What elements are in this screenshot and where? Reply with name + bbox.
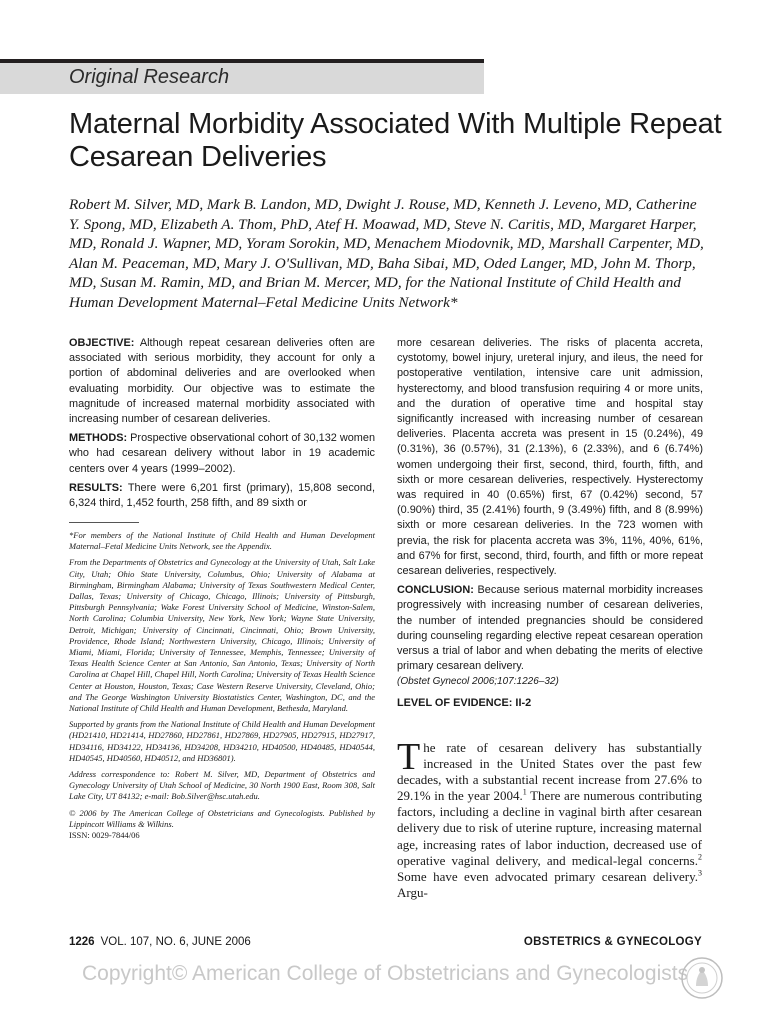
objective-label: OBJECTIVE: xyxy=(69,337,135,349)
footnote-issn: ISSN: 0029-7844/06 xyxy=(69,830,140,841)
footnote-correspondence: Address correspondence to: Robert M. Silver, MD, Department of Obstetrics and Gynecology University of Utah School of Medicine, 30 North 1900 East, Room 308, Salt Lake City, UT 84132; e-mail: Bob.Silver@hsc.utah.edu. xyxy=(69,769,375,802)
methods-label: METHODS: xyxy=(69,432,128,445)
abstract-results xyxy=(69,481,375,511)
level-value: II-2 xyxy=(515,696,532,709)
footnote-copyright: © 2006 by The American College of Obstetricians and Gynecologists. Published by Lippincott Williams & Wilkins. xyxy=(69,807,375,829)
footnote-network: *For members of the National Institute of Child Health and Human Development Maternal–Fetal Medicine Units Network, see the Appendix. xyxy=(69,530,375,552)
level-label: LEVEL OF EVIDENCE: xyxy=(397,696,513,709)
abstract-methods xyxy=(69,431,375,477)
reference-1[interactable]: 1 xyxy=(522,787,527,797)
abstract-left-column xyxy=(69,336,375,515)
conclusion-label: CONCLUSION: xyxy=(397,584,474,597)
body-text-c: Some have even advocated primary cesarean delivery. xyxy=(397,868,698,884)
citation: (Obstet Gynecol 2006;107:1226–32) xyxy=(397,676,559,688)
footer-left xyxy=(69,936,251,948)
body-text-d: Argu- xyxy=(397,884,428,900)
level-of-evidence xyxy=(397,696,703,711)
abstract-conclusion xyxy=(397,583,703,689)
results-continued: more cesarean deliveries. The risks of placenta accreta, cystotomy, bowel injury, ureteral injury, and ileus, the need for postoperative ventilation, intensive care unit admission, hysterectomy, and blood transfusion requiring 4 or more units, and the duration of operative time and hospital stay significantly increased with increasing number of cesarean deliveries. Placenta accreta was present in 15 (0.24%), 49 (0.31%), 36 (0.57%), 31 (2.13%), 6 (2.33%), and 6 (6.74%) women undergoing their first, second, third, fourth, fifth, and sixth or more cesarean deliveries, respectively. Hysterectomy was required in 40 (0.65%) first, 67 (0.42%) second, 57 (0.90%) third, 35 (2.41%) fourth, 9 (3.49%) fifth, and 8 (8.99%) sixth or more cesarean deliveries. In the 723 women with previa, the risk for placenta accreta was 3%, 11%, 40%, 61%, and 67% for first, second, third, fourth, and fifth or more repeat cesarean deliveries, respectively. xyxy=(397,337,703,578)
copyright-watermark: Copyright© American College of Obstetricians and Gynecologists xyxy=(82,962,689,985)
reference-3[interactable]: 3 xyxy=(698,868,702,878)
footnote-affiliations: From the Departments of Obstetrics and Gynecology at the University of Utah, Salt Lake City, Utah; Ohio State University, Columbus, Ohio; University of Alabama at Birmingham, Birmingham Alabama; University of Texas Southwestern Medical Center, Dallas, Texas; University of Chicago, Chicago, Illinois; University of Pittsburgh, Pittsburgh Pennsylvania; Wake Forest University School of Medicine, Winston-Salem, North Carolina; Columbia University, New York, New York; Wayne State University, Detroit, Michigan; University of Cincinnati, Cincinnati, Ohio; Brown University, Providence, Rhode Island; Northwestern University, Chicago, Illinois; University of Miami, Miami, Florida; University of Tennessee, Memphis, Tennessee; University of Texas Health Science Center at San Antonio, San Antonio, Texas; University of North Carolina at Chapel Hill, Chapel Hill, North Carolina; University of Texas Health Science Center at Houston, Houston, Texas; Case Western Reserve University, Cleveland, Ohio; and The George Washington University Biostatistics Center, Washington, DC, and the National Institute of Child Health and Human Development, Bethesda, Maryland. xyxy=(69,557,375,714)
body-paragraph xyxy=(397,736,702,901)
results-label: RESULTS: xyxy=(69,481,123,494)
drop-cap: T xyxy=(397,736,421,778)
section-label: Original Research xyxy=(69,66,230,88)
author-list: Robert M. Silver, MD, Mark B. Landon, MD, Dwight J. Rouse, MD, Kenneth J. Leveno, MD, Catherine Y. Spong, MD, Elizabeth A. Thom, PhD, Atef H. Moawad, MD, Steve N. Caritis, MD, Margaret Harper, MD, Ronald J. Wapner, MD, Yoram Sorokin, MD, Menachem Miodovnik, MD, Marshall Carpenter, MD, Alan M. Peaceman, MD, Mary J. O'Sullivan, MD, Baha Sibai, MD, Oded Langer, MD, John M. Thorp, MD, Susan M. Ramin, MD, and Brian M. Mercer, MD, for the National Institute of Child Health and Human Development Maternal–Fetal Medicine Units Network* xyxy=(69,196,704,311)
issue-info: VOL. 107, NO. 6, JUNE 2006 xyxy=(100,936,251,948)
conclusion-text: Because serious maternal morbidity increases progressively with increasing number of cesarean deliveries, the number of intended pregnancies should be considered during counseling regarding elective repeat cesarean operation versus a trial of labor and when debating the merits of elective primary cesarean delivery. xyxy=(397,584,703,673)
reference-2[interactable]: 2 xyxy=(698,852,702,862)
results-text: There were 6,201 first (primary), 15,808 second, 6,324 third, 1,452 fourth, 258 fifth, and 89 sixth or xyxy=(69,481,375,510)
footnotes xyxy=(69,530,375,846)
footnote-grants: Supported by grants from the National Institute of Child Health and Human Development (HD21410, HD21414, HD27860, HD27861, HD27869, HD27905, HD27915, HD27917, HD34116, HD34122, HD34136, HD34208, HD34210, HD40500, HD40485, HD40544, HD40545, HD40560, HD40512, and HD36801). xyxy=(69,719,375,763)
footnote-rule xyxy=(69,522,139,523)
methods-text: Prospective observational cohort of 30,132 women who had cesarean delivery without labor in 19 academic centers over 4 years (1999–2002). xyxy=(69,432,375,475)
body-text-a: he rate of cesarean delivery has substantially increased in the United States over the past few decades, with a substantial recent increase from 27.6% to 29.1% in the year 2004. xyxy=(397,740,702,804)
abstract-right-column xyxy=(397,336,703,715)
article-title: Maternal Morbidity Associated With Multiple Repeat Cesarean Deliveries xyxy=(69,108,722,173)
abstract-objective xyxy=(69,336,375,427)
journal-name: OBSTETRICS & GYNECOLOGY xyxy=(523,936,702,948)
college-seal-icon xyxy=(680,956,724,1000)
page-number: 1226 xyxy=(69,936,95,948)
body-text-b: There are numerous contributing factors, including a decline in vaginal birth after cesarean delivery due to risk of uterine rupture, increasing maternal age, increasing rates of labor induction, decreased use of operative vaginal delivery, and medical-legal concerns. xyxy=(397,788,702,868)
objective-text: Although repeat cesarean deliveries often are associated with serious morbidity, they account for only a portion of abdominal deliveries and are overlooked when evaluating morbidity. Our objective was to estimate the magnitude of increased maternal morbidity associated with increasing number of cesarean deliveries. xyxy=(69,337,375,426)
